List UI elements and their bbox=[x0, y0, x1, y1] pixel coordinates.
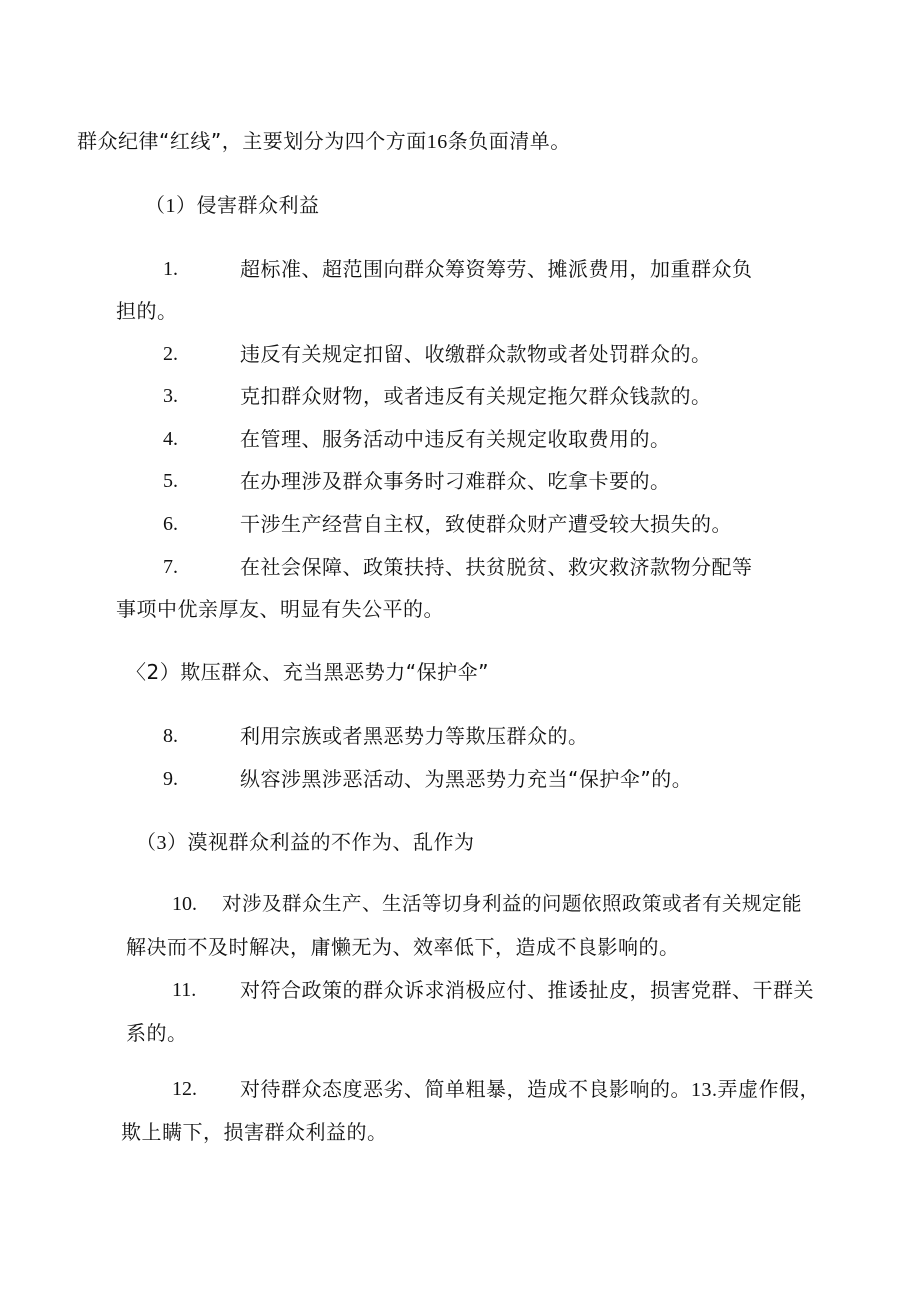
intro-prefix: 群众纪律“红线”，主要划分为四个方面 bbox=[77, 129, 427, 153]
item-text: 在办理涉及群众事务时刁难群众、吃拿卡要的。 bbox=[240, 469, 671, 493]
section-heading-3 bbox=[136, 829, 475, 856]
item-number: 7. bbox=[163, 556, 178, 578]
item-text: 克扣群众财物，或者违反有关规定拖欠群众钱款的。 bbox=[240, 384, 712, 408]
item-text: 违反有关规定扣留、收缴群众款物或者处罚群众的。 bbox=[240, 342, 712, 366]
section-heading-1 bbox=[145, 192, 320, 219]
item-number: 3. bbox=[163, 385, 178, 407]
item-text: 对涉及群众生产、生活等切身利益的问题依照政策或者有关规定能 bbox=[222, 892, 803, 915]
item-number: 2. bbox=[163, 343, 178, 365]
item-number: 8. bbox=[163, 725, 178, 747]
section-heading-1-text: 侵害群众利益 bbox=[196, 193, 320, 217]
section-heading-3-text: 漠视群众利益的不作为、乱作为 bbox=[187, 830, 475, 854]
item-13-text: 弄虚作假， bbox=[717, 1077, 820, 1101]
item-number: 10. bbox=[172, 893, 197, 915]
section-heading-2 bbox=[126, 659, 489, 685]
item-number: 11. bbox=[172, 979, 197, 1001]
item-text: 在社会保障、政策扶持、扶贫脱贫、救灾救济款物分配等 bbox=[240, 555, 753, 579]
section-heading-1-marker: （1） bbox=[145, 195, 197, 217]
section-heading-2-text: 欺压群众、充当黑恶势力“保护伞” bbox=[180, 660, 489, 684]
item-text-continued: 事项中优亲厚友、明显有失公平的。 bbox=[116, 597, 444, 621]
item-text: 超标准、超范围向群众筹资筹劳、摊派费用，加重群众负 bbox=[240, 257, 753, 281]
intro-suffix: 条负面清单。 bbox=[447, 129, 571, 153]
item-text-continued: 欺上瞒下，损害群众利益的。 bbox=[121, 1120, 388, 1144]
item-text-continued: 系的。 bbox=[126, 1021, 188, 1045]
item-text: 纵容涉黑涉恶活动、为黑恶势力充当“保护伞”的。 bbox=[240, 767, 693, 791]
section-heading-2-marker: 〈2） bbox=[126, 660, 181, 684]
item-text: 对符合政策的群众诉求消极应付、推诿扯皮，损害党群、干群关 bbox=[240, 978, 814, 1002]
item-number: 9. bbox=[163, 768, 178, 790]
intro-paragraph bbox=[77, 128, 571, 155]
section-heading-3-marker: （3） bbox=[136, 832, 188, 854]
item-13-number: 13. bbox=[691, 1079, 718, 1101]
item-text-continued: 担的。 bbox=[116, 299, 178, 323]
item-text: 干涉生产经营自主权，致使群众财产遭受较大损失的。 bbox=[240, 512, 732, 536]
item-text-continued: 解决而不及时解决，庸懒无为、效率低下，造成不良影响的。 bbox=[126, 935, 680, 959]
item-text: 利用宗族或者黑恶势力等欺压群众的。 bbox=[240, 724, 589, 748]
item-number: 4. bbox=[163, 428, 178, 450]
item-number: 6. bbox=[163, 513, 178, 535]
item-number: 5. bbox=[163, 470, 178, 492]
item-number: 1. bbox=[163, 258, 178, 280]
item-12-text: 对待群众态度恶劣、简单粗暴，造成不良影响的。 bbox=[240, 1077, 691, 1101]
item-number: 12. bbox=[172, 1078, 197, 1100]
intro-count: 16 bbox=[426, 131, 448, 153]
item-text: 在管理、服务活动中违反有关规定收取费用的。 bbox=[240, 427, 671, 451]
item-text bbox=[240, 1076, 820, 1103]
